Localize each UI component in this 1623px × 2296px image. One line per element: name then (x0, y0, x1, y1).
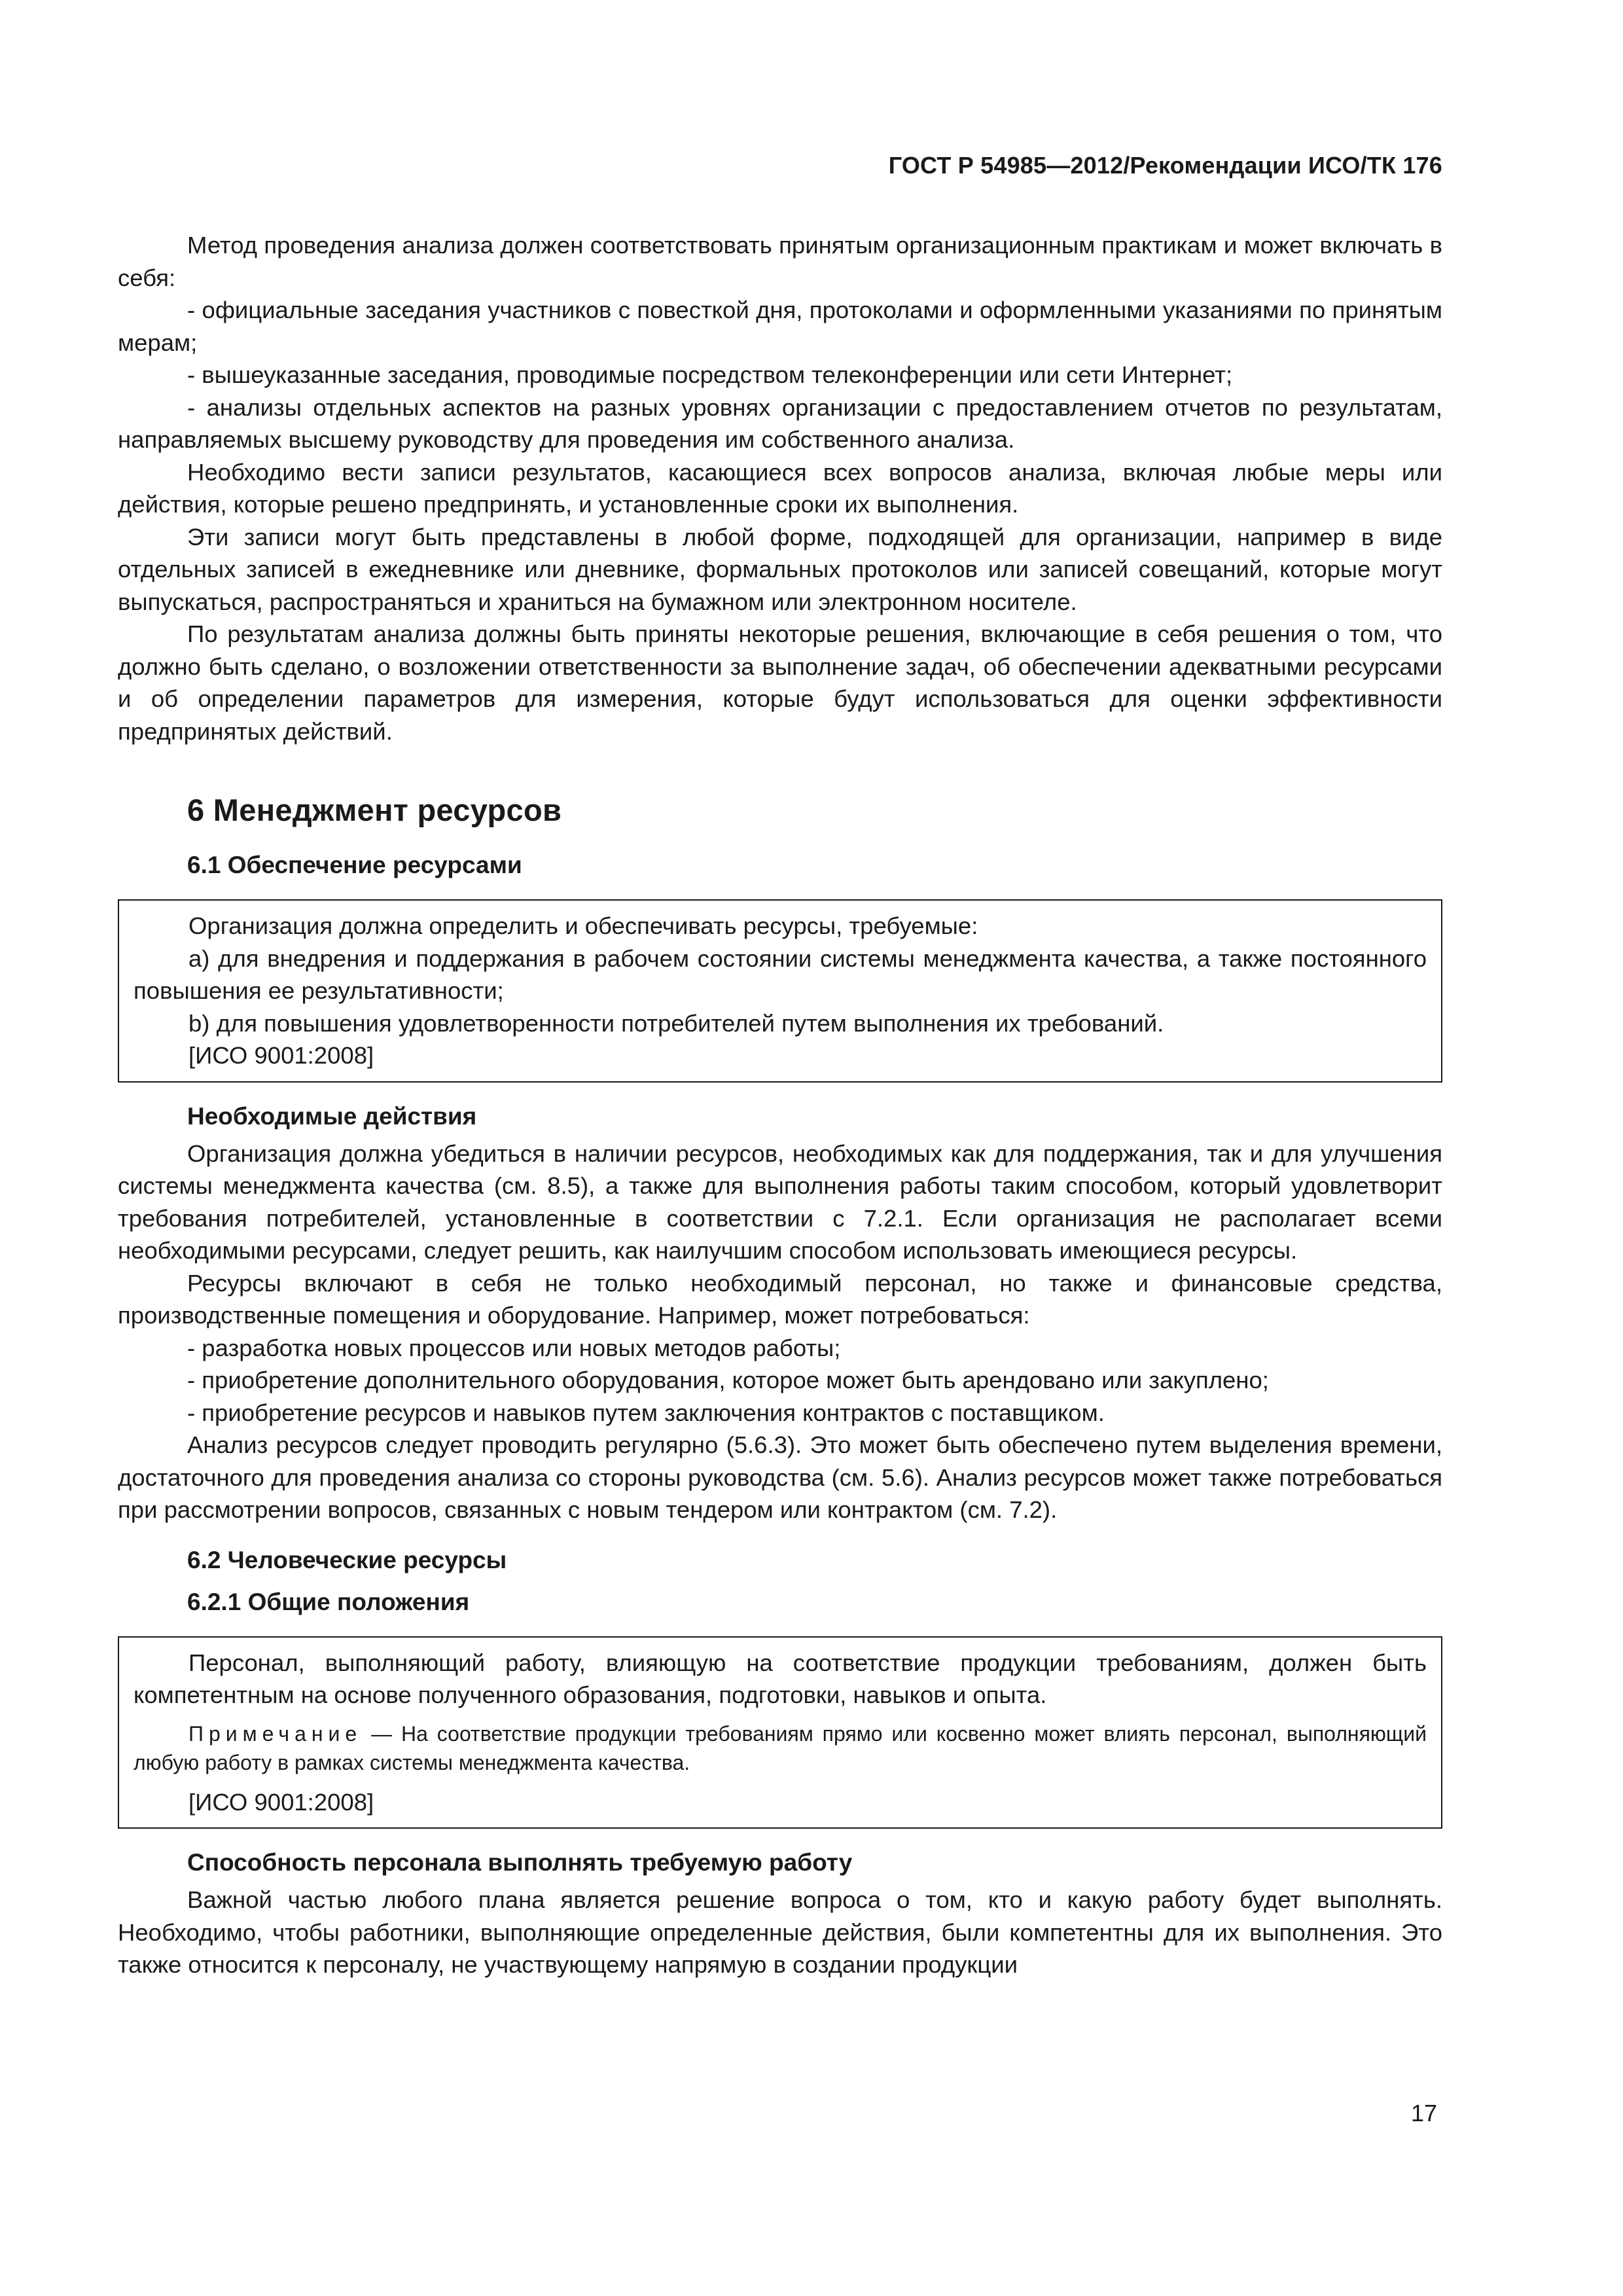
paragraph: Необходимо вести записи результатов, касающиеся всех вопросов анализа, включая любые меры или действия, которые решено предпринять, и установленные сроки их выполнения. (118, 458, 1442, 518)
document-body (118, 229, 1442, 1981)
quote-text: Организация должна определить и обеспечивать ресурсы, требуемые: (188, 912, 978, 939)
list-item: - приобретение дополнительного оборудования, которое может быть арендовано или закуплено; (187, 1367, 1269, 1393)
paragraph: Анализ ресурсов следует проводить регулярно (5.6.3). Это может быть обеспечено путем выделения времени, достаточного для проведения анализа со стороны руководства (см. 5.6). Анализ ресурсов может также потребоваться при рассмотрении вопросов, связанных с новым тендером или контрактом (см. 7.2). (118, 1431, 1442, 1523)
paragraph: Ресурсы включают в себя не только необходимый персонал, но также и финансовые средства, производственные помещения и оборудование. Например, может потребоваться: (118, 1269, 1442, 1329)
quote-reference: [ИСО 9001:2008] (188, 1788, 374, 1816)
quote-item: a) для внедрения и поддержания в рабочем состоянии системы менеджмента качества, а также постоянного повышения ее результативности; (134, 944, 1427, 1004)
subsection-heading: 6.2 Человеческие ресурсы (187, 1546, 507, 1573)
paragraph: Организация должна убедиться в наличии ресурсов, необходимых как для поддержания, так и для улучшения системы менеджмента качества (см. 8.5), а также для выполнения работы таким способом, который удовлетворит требования потребителей, установленные в соответствии с 7.2.1. Если организация не располагает всеми необходимыми ресурсами, следует решить, как наилучшим способом использовать имеющиеся ресурсы. (118, 1139, 1442, 1264)
list-item: - вышеуказанные заседания, проводимые посредством телеконференции или сети Интернет; (187, 361, 1233, 388)
note-label: Примечание (188, 1721, 363, 1746)
iso-quote-box (118, 1636, 1442, 1829)
list-item: - приобретение ресурсов и навыков путем заключения контрактов с поставщиком. (187, 1399, 1105, 1426)
quote-item: b) для повышения удовлетворенности потребителей путем выполнения их требований. (188, 1009, 1164, 1037)
quote-reference: [ИСО 9001:2008] (188, 1042, 374, 1069)
paragraph: По результатам анализа должны быть приняты некоторые решения, включающие в себя решения о том, что должно быть сделано, о возложении ответственности за выполнение задач, об обеспечении адекватными ресурсами и об определении параметров для измерения, которые будут использоваться для оценки эффективности предпринятых действий. (118, 620, 1442, 745)
subheading-actions: Необходимые действия (187, 1102, 477, 1130)
quote-text: Персонал, выполняющий работу, влияющую на соответствие продукции требованиям, должен быть компетентным на основе полученного образования, подготовки, навыков и опыта. (134, 1649, 1427, 1708)
document-header: ГОСТ Р 54985—2012/Рекомендации ИСО/ТК 176 (888, 152, 1442, 179)
list-item: - официальные заседания участников с повесткой дня, протоколами и оформленными указаниями по принятым мерам; (118, 296, 1442, 356)
list-item: - разработка новых процессов или новых методов работы; (187, 1334, 841, 1361)
note-text: — На соответствие продукции требованиям прямо или косвенно может влиять персонал, выполняющий любую работу в рамках системы менеджмента качества. (134, 1721, 1427, 1774)
iso-quote-box (118, 899, 1442, 1083)
section-heading: 6 Менеджмент ресурсов (187, 793, 562, 827)
list-item: - анализы отдельных аспектов на разных уровнях организации с предоставлением отчетов по результатам, направляемых высшему руководству для проведения им собственного анализа. (118, 393, 1442, 453)
paragraph: Эти записи могут быть представлены в любой форме, подходящей для организации, например в виде отдельных записей в ежедневнике или дневнике, формальных протоколов или записей совещаний, которые могут выпускаться, распространяться и храниться на бумажном или электронном носителе. (118, 523, 1442, 615)
page-number: 17 (1410, 2100, 1437, 2126)
paragraph: Метод проведения анализа должен соответствовать принятым организационным практикам и может включать в себя: (118, 232, 1442, 291)
document-page (118, 0, 1442, 2296)
subheading-ability: Способность персонала выполнять требуемую работу (187, 1849, 853, 1876)
subsection-heading: 6.1 Обеспечение ресурсами (187, 852, 522, 878)
subsection-heading: 6.2.1 Общие положения (187, 1588, 470, 1615)
note (134, 1719, 1427, 1777)
paragraph: Важной частью любого плана является решение вопроса о том, кто и какую работу будет выполнять. Необходимо, чтобы работники, выполняющие определенные действия, были компетентны для их выполнения. Это также относится к персоналу, не участвующему напрямую в создании продукции (118, 1886, 1442, 1978)
